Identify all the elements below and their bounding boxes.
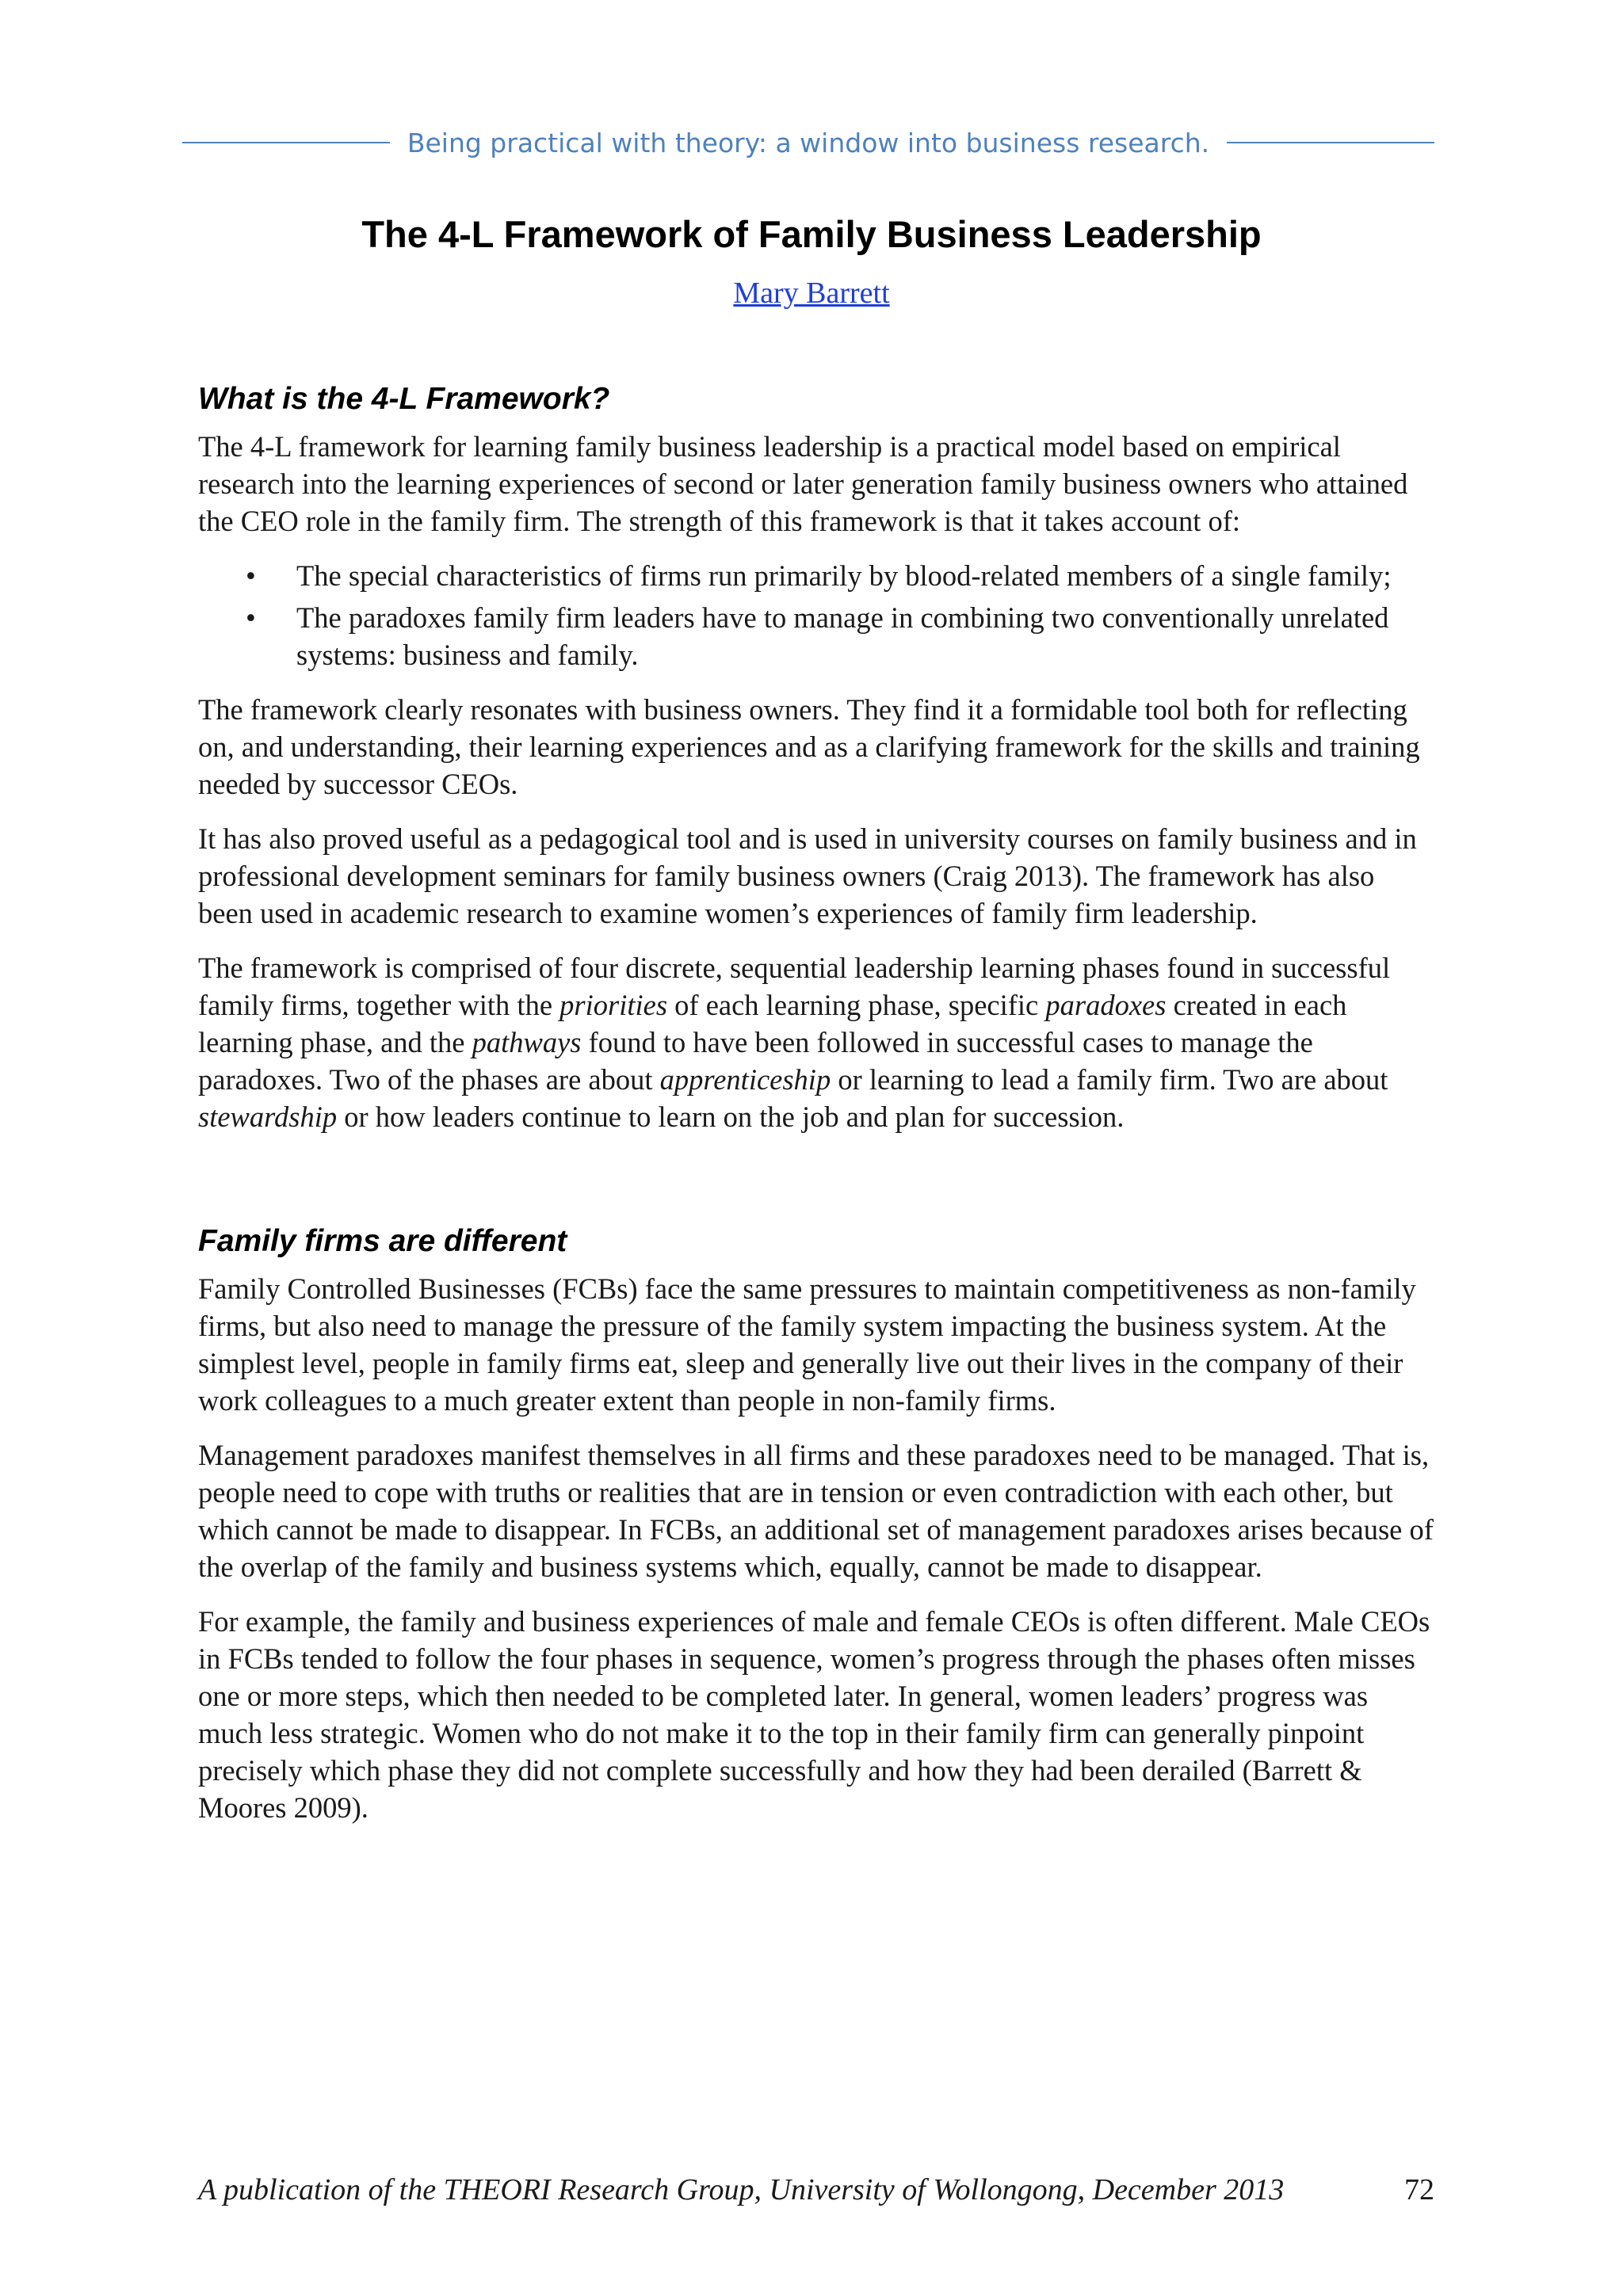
- page-title: The 4-L Framework of Family Business Leadership: [361, 213, 1262, 255]
- paragraph-intro: The 4-L framework for learning family business leadership is a practical model based on empirical research into the learning experiences of second or later generation family business owners who attained the CEO role in the family firm. The strength of this framework is that it takes account of:: [198, 430, 1408, 537]
- text-segment: The framework is comprised of four discrete, sequential leadership learning phases found in successful family firms, together with the: [198, 952, 1391, 1021]
- bullet-icon: •: [246, 559, 256, 592]
- bullet-icon: •: [246, 601, 256, 634]
- footer-publication: A publication of the THEORI Research Group, University of Wollongong, December 2013: [198, 2173, 1285, 2206]
- list-item-text: The special characteristics of firms run primarily by blood-related members of a single family;: [296, 559, 1392, 592]
- paragraph-resonates: The framework clearly resonates with business owners. They find it a formidable tool both for reflecting on, and understanding, their learning experiences and as a clarifying framework for the skills and training needed by successor CEOs.: [198, 693, 1420, 800]
- paragraph-example: For example, the family and business experiences of male and female CEOs is often different. Male CEOs in FCBs tended to follow the four phases in sequence, women’s progress through the phases often misses one or more steps, which then needed to be completed later. In general, women leaders’ progress was much less strategic. Women who do not make it to the top in their family firm can generally pinpoint precisely which phase they did not complete successfully and how they had been derailed (Barrett & Moores 2009).: [198, 1605, 1430, 1824]
- emphasis-apprenticeship: apprenticeship: [659, 1063, 831, 1096]
- bullet-list: [198, 557, 1434, 673]
- text-segment: found to have been followed in successful cases to manage the paradoxes. Two of the phases are about: [198, 1026, 1313, 1096]
- list-item: [198, 599, 1434, 673]
- text-segment: or learning to lead a family firm. Two are about: [831, 1063, 1388, 1096]
- paragraph-fcb: Family Controlled Businesses (FCBs) face the same pressures to maintain competitiveness as non-family firms, but also need to manage the pressure of the family system impacting the business system. At the simplest level, people in family firms eat, sleep and generally live out their lives in the company of their work colleagues to a much greater extent than people in non-family firms.: [198, 1272, 1416, 1417]
- emphasis-paradoxes: paradoxes: [1045, 989, 1167, 1021]
- page-footer: [198, 2172, 1434, 2207]
- section-heading-different: Family firms are different: [198, 1224, 567, 1258]
- page-number: 72: [1404, 2173, 1434, 2206]
- paragraph-phases: [198, 949, 1434, 1135]
- paragraph-management: Management paradoxes manifest themselves in all firms and these paradoxes need to be managed. That is, people need to cope with truths or realities that are in tension or even contradiction with each other, but which cannot be made to disappear. In FCBs, an additional set of management paradoxes arises because of the overlap of the family and business systems which, equally, cannot be made to disappear.: [198, 1439, 1434, 1583]
- header-rule-right: [1227, 142, 1434, 143]
- section-spacer: [198, 1153, 1434, 1221]
- author-link[interactable]: Mary Barrett: [733, 277, 890, 310]
- emphasis-pathways: pathways: [472, 1026, 582, 1058]
- main-content: [198, 379, 1434, 1844]
- emphasis-priorities: priorities: [559, 989, 668, 1021]
- running-header: [182, 127, 1434, 158]
- text-segment: or how leaders continue to learn on the job and plan for succession.: [337, 1100, 1125, 1133]
- list-item-text: The paradoxes family firm leaders have to manage in combining two conventionally unrelated systems: business and family.: [296, 601, 1389, 671]
- text-segment: of each learning phase, specific: [667, 989, 1046, 1021]
- text-segment: created in each learning phase, and the: [198, 989, 1347, 1058]
- emphasis-stewardship: stewardship: [198, 1100, 338, 1133]
- section-heading-framework: What is the 4-L Framework?: [198, 382, 610, 416]
- header-rule-left: [182, 142, 390, 143]
- paragraph-pedagogical: It has also proved useful as a pedagogical tool and is used in university courses on family business and in professional development seminars for family business owners (Craig 2013). The framework has also been used in academic research to examine women’s experiences of family firm leadership.: [198, 822, 1417, 929]
- list-item: [198, 557, 1434, 594]
- running-header-text: Being practical with theory: a window into business research.: [407, 127, 1210, 158]
